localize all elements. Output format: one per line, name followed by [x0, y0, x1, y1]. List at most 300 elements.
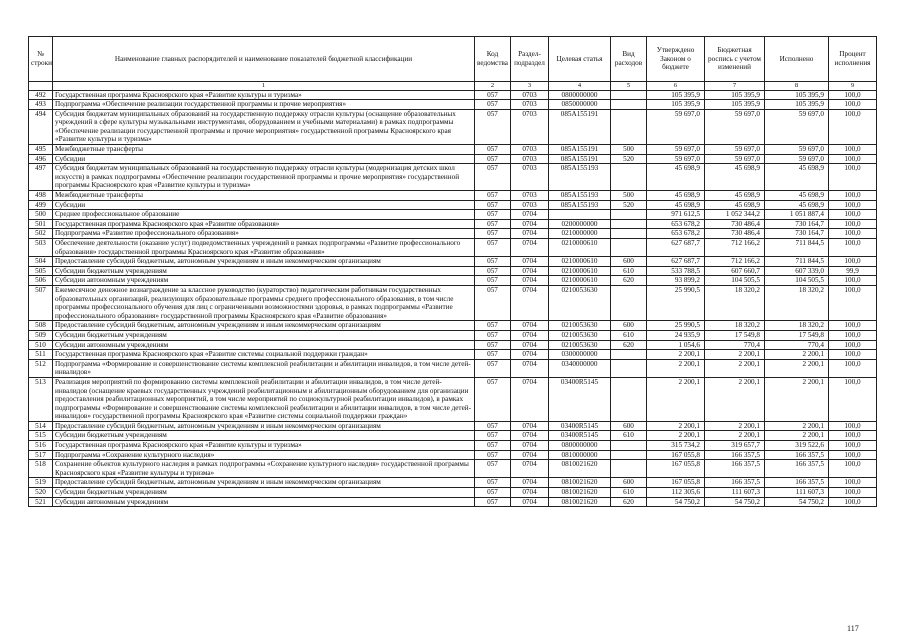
row-name: Межбюджетные трансферты — [53, 191, 475, 201]
expense-type — [611, 441, 647, 451]
target-article: 0810021620 — [549, 488, 611, 498]
table-row — [29, 460, 877, 478]
expense-type — [611, 164, 647, 191]
approved-amount: 59 697,0 — [647, 154, 705, 164]
target-article: 0210000000 — [549, 229, 611, 239]
header-section: Раздел-подраздел — [511, 37, 549, 82]
executed-amount: 59 697,0 — [765, 154, 829, 164]
expense-type: 620 — [611, 497, 647, 507]
row-name: Субсидия бюджетам муниципальных образований на государственную поддержку отрасли культуры (модернизация детских школ искусств) в рамках подпрограммы «Обеспечение реализации государственной программы и прочие мероприятия» государственной программы Красноярского края «Развитие культуры и туризма» — [53, 164, 475, 191]
table-row — [29, 340, 877, 350]
budget-list-amount: 2 200,1 — [705, 377, 765, 421]
approved-amount: 59 697,0 — [647, 109, 705, 144]
execution-percent: 100,0 — [829, 257, 877, 267]
row-name: Субсидии — [53, 200, 475, 210]
execution-percent: 100,0 — [829, 431, 877, 441]
section-code: 0704 — [511, 285, 549, 320]
section-code: 0703 — [511, 109, 549, 144]
target-article: 085A155193 — [549, 164, 611, 191]
row-number: 500 — [29, 210, 53, 220]
department-code: 057 — [475, 145, 511, 155]
section-code: 0703 — [511, 90, 549, 100]
row-number: 511 — [29, 350, 53, 360]
budget-list-amount: 18 320,2 — [705, 321, 765, 331]
department-code: 057 — [475, 229, 511, 239]
row-name: Предоставление субсидий бюджетным, автономным учреждениям и иным некоммерческим организациям — [53, 321, 475, 331]
row-number: 517 — [29, 450, 53, 460]
budget-list-amount: 166 357,5 — [705, 478, 765, 488]
target-article: 0850000000 — [549, 100, 611, 110]
expense-type: 520 — [611, 200, 647, 210]
approved-amount: 45 698,9 — [647, 164, 705, 191]
row-number: 507 — [29, 285, 53, 320]
execution-percent: 100,0 — [829, 276, 877, 286]
execution-percent: 100,0 — [829, 359, 877, 377]
header-row-number: № строки — [29, 37, 53, 82]
row-number: 502 — [29, 229, 53, 239]
execution-percent: 100,0 — [829, 229, 877, 239]
department-code: 057 — [475, 488, 511, 498]
header-target-article: Целевая статья — [549, 37, 611, 82]
row-number: 492 — [29, 90, 53, 100]
target-article: 0810021620 — [549, 460, 611, 478]
row-name: Субсидии автономным учреждениям — [53, 276, 475, 286]
row-number: 499 — [29, 200, 53, 210]
department-code: 057 — [475, 164, 511, 191]
column-number: 6 — [647, 82, 705, 91]
expense-type: 600 — [611, 257, 647, 267]
expense-type — [611, 450, 647, 460]
target-article: 0210000610 — [549, 239, 611, 257]
execution-percent: 100,0 — [829, 441, 877, 451]
approved-amount: 653 678,2 — [647, 229, 705, 239]
budget-list-amount: 1 052 344,2 — [705, 210, 765, 220]
section-code: 0704 — [511, 359, 549, 377]
row-name: Субсидии автономным учреждениям — [53, 497, 475, 507]
department-code: 057 — [475, 266, 511, 276]
table-row — [29, 200, 877, 210]
executed-amount: 730 164,7 — [765, 229, 829, 239]
table-row — [29, 210, 877, 220]
table-row — [29, 450, 877, 460]
executed-amount: 166 357,5 — [765, 478, 829, 488]
target-article: 0340000000 — [549, 359, 611, 377]
target-article: 0210000610 — [549, 276, 611, 286]
table-row — [29, 421, 877, 431]
section-code: 0704 — [511, 340, 549, 350]
budget-table — [28, 36, 877, 507]
expense-type — [611, 377, 647, 421]
table-row — [29, 321, 877, 331]
approved-amount: 45 698,9 — [647, 191, 705, 201]
header-expense-type: Вид расходов — [611, 37, 647, 82]
executed-amount: 2 200,1 — [765, 431, 829, 441]
budget-list-amount: 59 697,0 — [705, 109, 765, 144]
execution-percent: 100,0 — [829, 497, 877, 507]
expense-type — [611, 239, 647, 257]
executed-amount: 2 200,1 — [765, 359, 829, 377]
executed-amount: 166 357,5 — [765, 450, 829, 460]
row-number: 521 — [29, 497, 53, 507]
row-number: 519 — [29, 478, 53, 488]
target-article: 03400R5145 — [549, 431, 611, 441]
table-row — [29, 350, 877, 360]
expense-type — [611, 90, 647, 100]
target-article: 0810021620 — [549, 497, 611, 507]
execution-percent: 100,0 — [829, 377, 877, 421]
row-number: 504 — [29, 257, 53, 267]
table-row — [29, 478, 877, 488]
row-number: 520 — [29, 488, 53, 498]
department-code: 057 — [475, 478, 511, 488]
row-name: Государственная программа Красноярского края «Развитие культуры и туризма» — [53, 90, 475, 100]
expense-type: 600 — [611, 478, 647, 488]
approved-amount: 45 698,9 — [647, 200, 705, 210]
executed-amount: 770,4 — [765, 340, 829, 350]
row-name: Подпрограмма «Обеспечение реализации государственной программы и прочие мероприятия» — [53, 100, 475, 110]
table-row — [29, 266, 877, 276]
execution-percent: 100,0 — [829, 154, 877, 164]
budget-list-amount: 730 486,4 — [705, 219, 765, 229]
row-number: 510 — [29, 340, 53, 350]
approved-amount: 25 990,5 — [647, 321, 705, 331]
target-article: 085A155191 — [549, 109, 611, 144]
row-name: Субсидии автономным учреждениям — [53, 340, 475, 350]
budget-list-amount: 2 200,1 — [705, 421, 765, 431]
section-code: 0703 — [511, 154, 549, 164]
expense-type — [611, 100, 647, 110]
approved-amount: 24 935,9 — [647, 330, 705, 340]
execution-percent: 100,0 — [829, 90, 877, 100]
target-article: 03400R5145 — [549, 377, 611, 421]
row-number: 513 — [29, 377, 53, 421]
executed-amount: 2 200,1 — [765, 377, 829, 421]
row-number: 498 — [29, 191, 53, 201]
department-code: 057 — [475, 100, 511, 110]
execution-percent: 100,0 — [829, 239, 877, 257]
execution-percent: 100,0 — [829, 285, 877, 320]
row-name: Реализация мероприятий по формированию системы комплексной реабилитации и абилитации инвалидов, в том числе детей-инвалидов (оснащение краевых государственных учреждений реабилитационным и абилитационным оборудованием для организации предоставления реабилитационных мероприятий, в том числе мероприятий по социокультурной реабилитации инвалидов), в рамках подпрограммы «Формирование и совершенствование системы комплексной реабилитации и абилитации инвалидов, в том числе детей-инвалидов» государственной программы Красноярского края «Развитие системы социальной поддержки граждан» — [53, 377, 475, 421]
budget-list-amount: 59 697,0 — [705, 145, 765, 155]
budget-list-amount: 730 486,4 — [705, 229, 765, 239]
approved-amount: 627 687,7 — [647, 257, 705, 267]
execution-percent: 100,0 — [829, 321, 877, 331]
execution-percent: 100,0 — [829, 450, 877, 460]
approved-amount: 167 055,8 — [647, 478, 705, 488]
section-code: 0703 — [511, 164, 549, 191]
execution-percent: 100,0 — [829, 478, 877, 488]
section-code: 0704 — [511, 377, 549, 421]
executed-amount: 319 522,6 — [765, 441, 829, 451]
executed-amount: 17 549,8 — [765, 330, 829, 340]
approved-amount: 971 612,5 — [647, 210, 705, 220]
budget-list-amount: 59 697,0 — [705, 154, 765, 164]
table-row — [29, 441, 877, 451]
expense-type — [611, 285, 647, 320]
row-name: Субсидии — [53, 154, 475, 164]
budget-list-amount: 45 698,9 — [705, 164, 765, 191]
executed-amount: 730 164,7 — [765, 219, 829, 229]
expense-type — [611, 229, 647, 239]
header-department-code: Код ведомства — [475, 37, 511, 82]
section-code: 0704 — [511, 460, 549, 478]
budget-list-amount: 712 166,2 — [705, 239, 765, 257]
expense-type — [611, 210, 647, 220]
executed-amount: 607 339,0 — [765, 266, 829, 276]
department-code: 057 — [475, 450, 511, 460]
budget-list-amount: 2 200,1 — [705, 431, 765, 441]
row-name: Среднее профессиональное образование — [53, 210, 475, 220]
budget-list-amount: 54 750,2 — [705, 497, 765, 507]
executed-amount: 711 844,5 — [765, 257, 829, 267]
row-number: 501 — [29, 219, 53, 229]
expense-type — [611, 359, 647, 377]
expense-type: 600 — [611, 321, 647, 331]
execution-percent: 100,0 — [829, 191, 877, 201]
approved-amount: 167 055,8 — [647, 460, 705, 478]
table-row — [29, 359, 877, 377]
header-percent: Процент исполнения — [829, 37, 877, 82]
row-name: Подпрограмма «Развитие профессионального образования» — [53, 229, 475, 239]
execution-percent: 100,0 — [829, 460, 877, 478]
executed-amount: 59 697,0 — [765, 109, 829, 144]
header-budget-list: Бюджетная роспись с учетом изменений — [705, 37, 765, 82]
approved-amount: 105 395,9 — [647, 90, 705, 100]
execution-percent: 100,0 — [829, 330, 877, 340]
row-name: Обеспечение деятельности (оказание услуг) подведомственных учреждений в рамках подпрограммы «Развитие профессионального образования» государственной программы Красноярского края «Развитие образования» — [53, 239, 475, 257]
target-article: 0200000000 — [549, 219, 611, 229]
budget-list-amount: 104 505,5 — [705, 276, 765, 286]
approved-amount: 59 697,0 — [647, 145, 705, 155]
expense-type: 620 — [611, 340, 647, 350]
table-row — [29, 164, 877, 191]
budget-list-amount: 166 357,5 — [705, 460, 765, 478]
table-row — [29, 229, 877, 239]
department-code: 057 — [475, 210, 511, 220]
department-code: 057 — [475, 219, 511, 229]
section-code: 0704 — [511, 441, 549, 451]
department-code: 057 — [475, 431, 511, 441]
expense-type: 600 — [611, 421, 647, 431]
row-number: 508 — [29, 321, 53, 331]
department-code: 057 — [475, 154, 511, 164]
target-article: 0210053630 — [549, 340, 611, 350]
row-number: 496 — [29, 154, 53, 164]
table-row — [29, 330, 877, 340]
row-number: 495 — [29, 145, 53, 155]
execution-percent: 100,0 — [829, 340, 877, 350]
page-number: 117 — [847, 624, 859, 633]
section-code: 0704 — [511, 210, 549, 220]
budget-list-amount: 105 395,9 — [705, 90, 765, 100]
department-code: 057 — [475, 377, 511, 421]
expense-type: 610 — [611, 266, 647, 276]
budget-list-amount: 45 698,9 — [705, 200, 765, 210]
table-row — [29, 488, 877, 498]
approved-amount: 2 200,1 — [647, 359, 705, 377]
department-code: 057 — [475, 340, 511, 350]
row-number: 515 — [29, 431, 53, 441]
budget-list-amount: 111 607,3 — [705, 488, 765, 498]
section-code: 0704 — [511, 478, 549, 488]
department-code: 057 — [475, 239, 511, 257]
budget-list-amount: 17 549,8 — [705, 330, 765, 340]
expense-type: 610 — [611, 488, 647, 498]
target-article: 0300000000 — [549, 350, 611, 360]
executed-amount: 105 395,9 — [765, 100, 829, 110]
section-code: 0704 — [511, 421, 549, 431]
target-article: 03400R5145 — [549, 421, 611, 431]
target-article: 0800000000 — [549, 441, 611, 451]
approved-amount: 533 788,5 — [647, 266, 705, 276]
execution-percent: 100,0 — [829, 350, 877, 360]
row-number: 506 — [29, 276, 53, 286]
header-executed: Исполнено — [765, 37, 829, 82]
section-code: 0704 — [511, 450, 549, 460]
section-code: 0704 — [511, 497, 549, 507]
budget-list-amount: 18 320,2 — [705, 285, 765, 320]
section-code: 0704 — [511, 488, 549, 498]
expense-type: 520 — [611, 154, 647, 164]
row-number: 503 — [29, 239, 53, 257]
department-code: 057 — [475, 330, 511, 340]
department-code: 057 — [475, 285, 511, 320]
section-code: 0704 — [511, 350, 549, 360]
executed-amount: 166 357,5 — [765, 460, 829, 478]
executed-amount: 711 844,5 — [765, 239, 829, 257]
section-code: 0704 — [511, 431, 549, 441]
executed-amount: 104 505,5 — [765, 276, 829, 286]
table-row — [29, 239, 877, 257]
row-name: Государственная программа Красноярского края «Развитие образования» — [53, 219, 475, 229]
row-number: 493 — [29, 100, 53, 110]
target-article: 085A155191 — [549, 145, 611, 155]
executed-amount: 45 698,9 — [765, 200, 829, 210]
approved-amount: 2 200,1 — [647, 350, 705, 360]
executed-amount: 45 698,9 — [765, 164, 829, 191]
department-code: 057 — [475, 191, 511, 201]
budget-list-amount: 712 166,2 — [705, 257, 765, 267]
table-row — [29, 276, 877, 286]
approved-amount: 54 750,2 — [647, 497, 705, 507]
section-code: 0703 — [511, 145, 549, 155]
execution-percent: 99,9 — [829, 266, 877, 276]
table-row — [29, 109, 877, 144]
expense-type: 610 — [611, 431, 647, 441]
column-number: 2 — [475, 82, 511, 91]
executed-amount: 105 395,9 — [765, 90, 829, 100]
section-code: 0704 — [511, 257, 549, 267]
approved-amount: 2 200,1 — [647, 431, 705, 441]
approved-amount: 25 990,5 — [647, 285, 705, 320]
execution-percent: 100,0 — [829, 109, 877, 144]
approved-amount: 315 734,2 — [647, 441, 705, 451]
department-code: 057 — [475, 200, 511, 210]
approved-amount: 2 200,1 — [647, 421, 705, 431]
table-row — [29, 100, 877, 110]
department-code: 057 — [475, 460, 511, 478]
row-name: Сохранение объектов культурного наследия в рамках подпрограммы «Сохранение культурного наследия» государственной программы Красноярского края «Развитие культуры и туризма» — [53, 460, 475, 478]
row-number: 505 — [29, 266, 53, 276]
department-code: 057 — [475, 109, 511, 144]
row-name: Подпрограмма «Сохранение культурного наследия» — [53, 450, 475, 460]
approved-amount: 112 305,6 — [647, 488, 705, 498]
executed-amount: 18 320,2 — [765, 321, 829, 331]
approved-amount: 2 200,1 — [647, 377, 705, 421]
row-number: 509 — [29, 330, 53, 340]
target-article: 0210053630 — [549, 285, 611, 320]
table-row — [29, 497, 877, 507]
row-number: 494 — [29, 109, 53, 144]
column-number: 5 — [611, 82, 647, 91]
execution-percent: 100,0 — [829, 200, 877, 210]
table-row — [29, 145, 877, 155]
target-article: 0810000000 — [549, 450, 611, 460]
row-number: 497 — [29, 164, 53, 191]
column-number-row — [29, 82, 877, 91]
row-name: Ежемесячное денежное вознаграждение за классное руководство (кураторство) педагогическим работникам государственных образовательных организаций, реализующих образовательные программы среднего профессионального образования, в том числе программы профессионального обучения для лиц с ограниченными возможностями здоровья, в рамках подпрограммы «Развитие профессионального образования» государственной программы Красноярского края «Развитие образования» — [53, 285, 475, 320]
approved-amount: 653 678,2 — [647, 219, 705, 229]
section-code: 0704 — [511, 266, 549, 276]
target-article: 0210000610 — [549, 266, 611, 276]
row-name: Субсидия бюджетам муниципальных образований на государственную поддержку отрасли культуры (оснащение образовательных учреждений в сфере культуры музыкальными инструментами, оборудованием и учебными материалами) в рамках подпрограммы «Обеспечение реализации государственной программы и прочие мероприятия» государственной программы Красноярского края «Развитие культуры и туризма» — [53, 109, 475, 144]
section-code: 0704 — [511, 330, 549, 340]
budget-list-amount: 166 357,5 — [705, 450, 765, 460]
department-code: 057 — [475, 90, 511, 100]
table-row — [29, 154, 877, 164]
budget-list-amount: 770,4 — [705, 340, 765, 350]
table-row — [29, 219, 877, 229]
column-number: 4 — [549, 82, 611, 91]
executed-amount: 18 320,2 — [765, 285, 829, 320]
department-code: 057 — [475, 441, 511, 451]
section-code: 0704 — [511, 321, 549, 331]
section-code: 0704 — [511, 229, 549, 239]
approved-amount: 93 899,2 — [647, 276, 705, 286]
row-name: Субсидии бюджетным учреждениям — [53, 488, 475, 498]
department-code: 057 — [475, 359, 511, 377]
row-name: Субсидии бюджетным учреждениям — [53, 330, 475, 340]
budget-list-amount: 319 657,7 — [705, 441, 765, 451]
section-code: 0704 — [511, 276, 549, 286]
budget-list-amount: 45 698,9 — [705, 191, 765, 201]
approved-amount: 105 395,9 — [647, 100, 705, 110]
row-number: 518 — [29, 460, 53, 478]
department-code: 057 — [475, 497, 511, 507]
row-number: 512 — [29, 359, 53, 377]
execution-percent: 100,0 — [829, 210, 877, 220]
executed-amount: 2 200,1 — [765, 350, 829, 360]
executed-amount: 54 750,2 — [765, 497, 829, 507]
approved-amount: 627 687,7 — [647, 239, 705, 257]
department-code: 057 — [475, 321, 511, 331]
expense-type — [611, 109, 647, 144]
row-name: Предоставление субсидий бюджетным, автономным учреждениям и иным некоммерческим организациям — [53, 478, 475, 488]
department-code: 057 — [475, 421, 511, 431]
row-name: Государственная программа Красноярского края «Развитие культуры и туризма» — [53, 441, 475, 451]
row-name: Межбюджетные трансферты — [53, 145, 475, 155]
department-code: 057 — [475, 276, 511, 286]
executed-amount: 59 697,0 — [765, 145, 829, 155]
target-article: 0800000000 — [549, 90, 611, 100]
approved-amount: 167 055,8 — [647, 450, 705, 460]
executed-amount: 1 051 887,4 — [765, 210, 829, 220]
section-code: 0704 — [511, 239, 549, 257]
execution-percent: 100,0 — [829, 219, 877, 229]
row-name: Предоставление субсидий бюджетным, автономным учреждениям и иным некоммерческим организациям — [53, 421, 475, 431]
section-code: 0703 — [511, 200, 549, 210]
column-number: 7 — [705, 82, 765, 91]
